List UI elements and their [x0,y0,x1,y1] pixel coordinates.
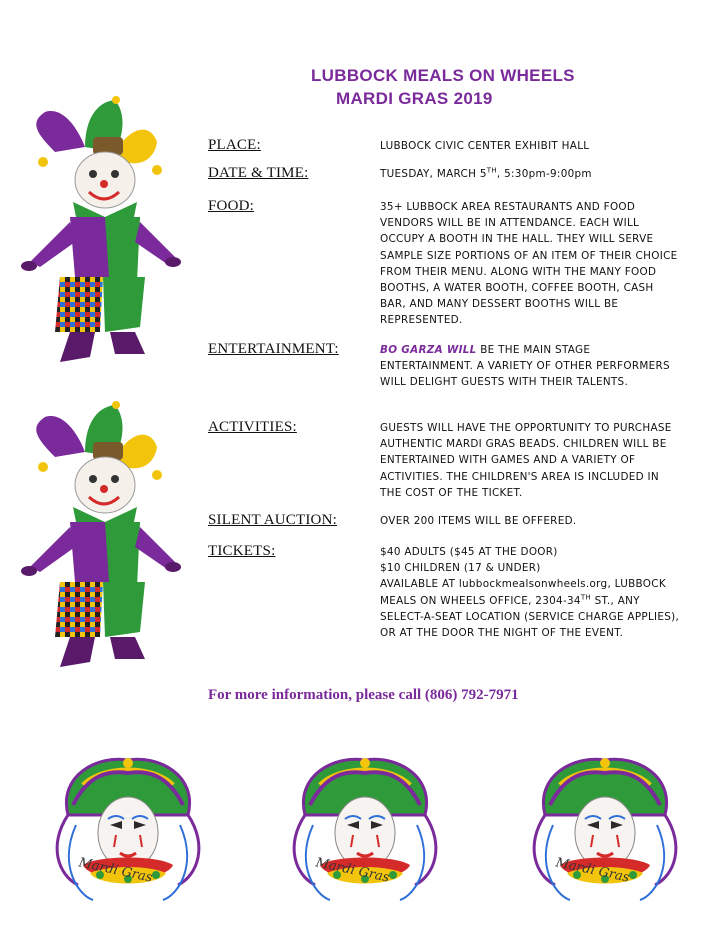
tickets-label: TICKETS: [208,543,276,559]
silent-auction-value: OVER 200 ITEMS WILL BE OFFERED. [380,515,577,527]
food-value: 35+ LUBBOCK AREA RESTAURANTS AND FOOD VENDORS WILL BE IN ATTENDANCE. EACH WILL OCCUPY A BOOTH IN THE HALL. THEY WILL SERVE SAMPLE SIZE PORTIONS OF AN ITEM OF THEIR CHOICE FROM THEIR MENU. ALONG WITH THE MANY FOOD BOOTHS, A WATER BOOTH, COFFEE BOOTH, CASH BAR, AND MANY DESSERT BOOTHS WILL BE REPRESENTED. [380,201,678,327]
contact-info: For more information, please call (806) 792-7971 [208,687,519,703]
performer-name: BO GARZA WILL [380,344,477,356]
date-time-label: DATE & TIME: [208,165,309,181]
mardi-gras-mask-right [525,755,685,919]
event-organizer-title: LUBBOCK MEALS ON WHEELS [311,66,575,85]
entertainment-label: ENTERTAINMENT: [208,341,339,357]
mask-caption: Mardi Gras [314,855,391,886]
place-label: PLACE: [208,137,261,153]
tickets-children: $10 CHILDREN (17 & UNDER) [380,562,541,575]
mask-caption: Mardi Gras [554,855,631,886]
activities-value: GUESTS WILL HAVE THE OPPORTUNITY TO PURCHASE AUTHENTIC MARDI GRAS BEADS. CHILDREN WILL BE ENTERTAINED WITH GAMES AND A VARIETY OF ACTIVITIES. THE CHILDREN'S AREA IS INCLUDED IN THE COST OF THE TICKET. [380,422,672,499]
entertainment-value: BO GARZA WILL BE THE MAIN STAGE ENTERTAINMENT. A VARIETY OF OTHER PERFORMERS WILL DELIGHT GUESTS WITH THEIR TALENTS. [380,344,670,389]
mardi-gras-mask-center [285,755,445,919]
food-label: FOOD: [208,198,255,214]
mardi-gras-mask-left [48,755,208,919]
jester-illustration-middle [15,397,190,672]
tickets-availability: AVAILABLE AT lubbockmealsonwheels.org, LUBBOCK MEALS ON WHEELS OFFICE, 2304-34TH ST., ANY SELECT-A-SEAT LOCATION (SERVICE CHARGE APPLIES), OR AT THE DOOR THE NIGHT OF THE EVENT. [380,578,680,640]
event-name-title: MARDI GRAS 2019 [336,89,493,108]
date-time-value: TUESDAY, MARCH 5TH, 5:30pm-9:00pm [380,166,592,180]
silent-auction-label: SILENT AUCTION: [208,512,337,528]
tickets-adults: $40 ADULTS ($45 AT THE DOOR) [380,546,558,558]
tickets-value [380,544,680,641]
mask-caption: Mardi Gras [77,855,154,886]
jester-illustration-top [15,92,190,367]
activities-label: ACTIVITIES: [208,419,297,435]
website-link[interactable]: lubbockmealsonwheels.org [458,578,608,591]
place-value: LUBBOCK CIVIC CENTER EXHIBIT HALL [380,140,590,152]
